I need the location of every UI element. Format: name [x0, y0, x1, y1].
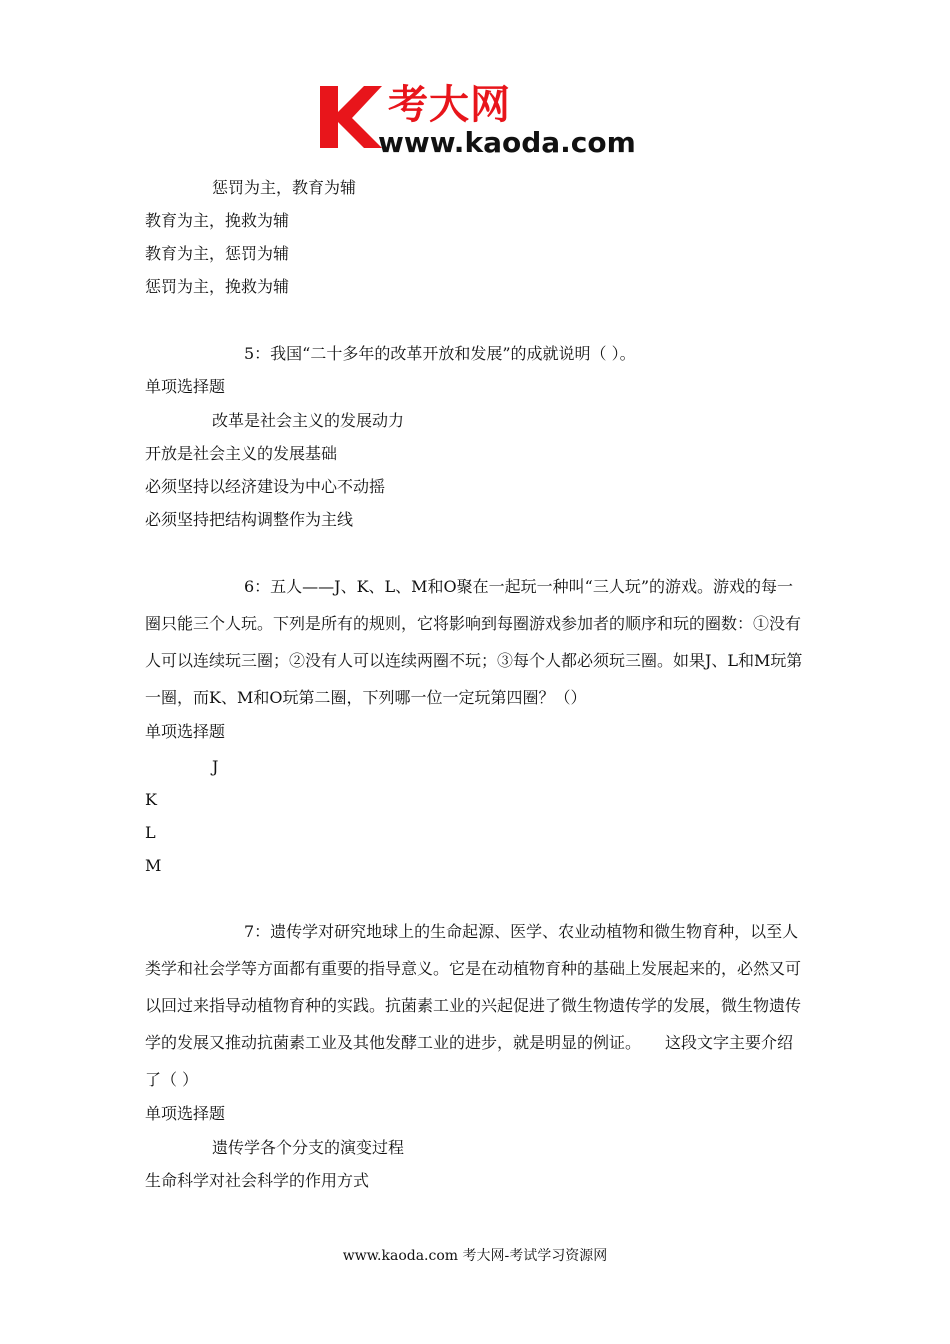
- q6-option-b: K: [145, 790, 157, 809]
- q4-option-c: 教育为主，惩罚为辅: [145, 244, 290, 263]
- q6-option-d: M: [145, 856, 162, 875]
- q6-option-a: J: [212, 757, 219, 776]
- q7-option-a: 遗传学各个分支的演变过程: [212, 1138, 405, 1157]
- q4-option-a: 惩罚为主，教育为辅: [212, 178, 357, 197]
- q4-option-d: 惩罚为主，挽救为辅: [145, 277, 290, 296]
- q7-stem: 7：遗传学对研究地球上的生命起源、医学、农业动植物和微生物育种，以至人类学和社会学等方面都有重要的指导意义。它是在动植物育种的基础上发展起来的，必然又可以回过来指导动植物育种的实践。抗菌素工业的兴起促进了微生物遗传学的发展，微生物遗传学的发展又推动抗菌素工业及其他发酵工业的进步，就是明显的例证。 这段文字主要介绍了（ ）: [145, 922, 802, 1089]
- logo-brand-cn: 考大网: [388, 82, 511, 128]
- q5-option-c: 必须坚持以经济建设为中心不动摇: [145, 477, 386, 496]
- q5-option-b: 开放是社会主义的发展基础: [145, 444, 338, 463]
- q5-option-a: 改革是社会主义的发展动力: [212, 411, 405, 430]
- q5-stem: 5：我国“二十多年的改革开放和发展”的成就说明（ ）。: [244, 344, 636, 363]
- q6-type: 单项选择题: [145, 722, 226, 741]
- k-logo-icon: [318, 82, 384, 152]
- q7-type: 单项选择题: [145, 1104, 226, 1123]
- q4-option-b: 教育为主，挽救为辅: [145, 211, 290, 230]
- q7-option-b: 生命科学对社会科学的作用方式: [145, 1171, 370, 1190]
- q6-option-c: L: [145, 823, 156, 842]
- kaoda-logo: [318, 82, 648, 162]
- page-footer: www.kaoda.com 考大网-考试学习资源网: [342, 1248, 608, 1264]
- q6-stem: 6：五人——J、K、L、M和O聚在一起玩一种叫“三人玩”的游戏。游戏的每一圈只能三个人玩。下列是所有的规则，它将影响到每圈游戏参加者的顺序和玩的圈数：①没有人可以连续玩三圈；②没有人可以连续两圈不玩；③每个人都必须玩三圈。如果J、L和M玩第一圈，而K、M和O玩第二圈，下列哪一位一定玩第四圈？（）: [145, 577, 803, 707]
- q5-option-d: 必须坚持把结构调整作为主线: [145, 510, 354, 529]
- q5-type: 单项选择题: [145, 377, 226, 396]
- logo-brand-url: www.kaoda.com: [378, 126, 636, 159]
